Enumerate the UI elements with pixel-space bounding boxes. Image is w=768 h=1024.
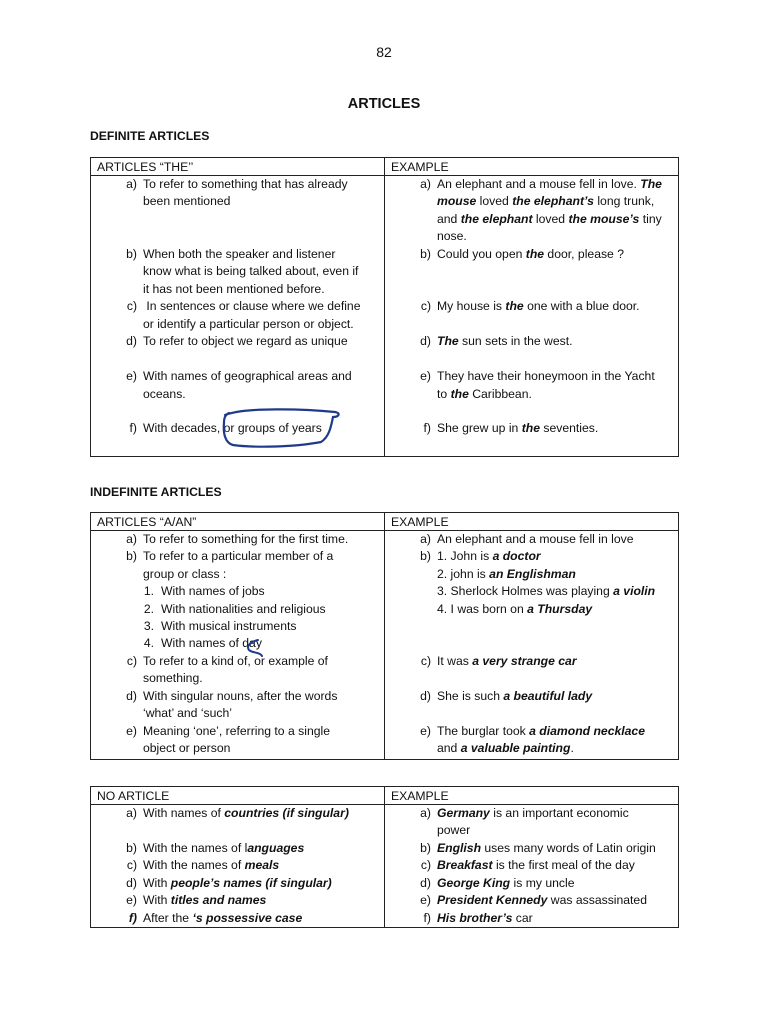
page-number: 82 <box>376 44 392 60</box>
indefinite-rule-d: d) With singular nouns, after the words ‘what’ and ‘such’ <box>91 688 385 723</box>
indefinite-rule-e: e) Meaning ‘one’, referring to a single object or person <box>91 723 385 760</box>
no-article-rule-d: d) With people’s names (if singular) <box>91 875 385 892</box>
no-article-table <box>90 786 679 928</box>
no-article-example-d: d) George King is my uncle <box>385 875 679 892</box>
definite-example-e: e) They have their honeymoon in the Yacht to the Caribbean. <box>385 368 679 420</box>
indefinite-articles-table <box>90 512 679 760</box>
definite-rule-c: c) In sentences or clause where we define or identify a particular person or object. <box>91 298 385 333</box>
indefinite-example-d: d) She is such a beautiful lady <box>385 688 679 723</box>
no-article-rule-c: c) With the names of meals <box>91 857 385 874</box>
indefinite-example-a: a) An elephant and a mouse fell in love <box>385 531 679 549</box>
indefinite-example-e: e) The burglar took a diamond necklace and a valuable painting. <box>385 723 679 760</box>
definite-col1-header: ARTICLES “THE’’ <box>91 158 385 176</box>
no-article-col2-header: EXAMPLE <box>385 787 679 805</box>
list-item: 2. With nationalities and religious <box>143 601 326 616</box>
no-article-col1-header: NO ARTICLE <box>91 787 385 805</box>
indefinite-rule-a: a) To refer to something for the first time. <box>91 531 385 549</box>
definite-example-d: d) The sun sets in the west. <box>385 333 679 368</box>
page-title: ARTICLES <box>347 96 421 112</box>
no-article-example-e: e) President Kennedy was assassinated <box>385 892 679 909</box>
definite-articles-heading: DEFINITE ARTICLES <box>90 129 210 143</box>
no-article-example-c: c) Breakfast is the first meal of the day <box>385 857 679 874</box>
indefinite-col2-header: EXAMPLE <box>385 513 679 531</box>
no-article-example-b: b) English uses many words of Latin origin <box>385 840 679 857</box>
list-item: 1. With names of jobs <box>143 584 265 599</box>
no-article-rule-f: f) After the ‘s possessive case <box>91 910 385 928</box>
indefinite-articles-heading: INDEFINITE ARTICLES <box>90 485 222 499</box>
no-article-rule-b: b) With the names of languages <box>91 840 385 857</box>
indefinite-example-b: b) 1. John is a doctor 2. john is an Englishman 3. Sherlock Holmes was playing a violin 4. I was born on a Thursday <box>385 548 679 652</box>
list-item: 4. With names of day <box>143 636 262 651</box>
definite-rule-f: f) With decades, or groups of years <box>91 420 385 457</box>
definite-rule-b: b) When both the speaker and listener know what is being talked about, even if it has not been mentioned before. <box>91 246 385 298</box>
indefinite-rule-c: c) To refer to a kind of, or example of something. <box>91 653 385 688</box>
no-article-example-a: a) Germany is an important economic power <box>385 805 679 841</box>
indefinite-example-c: c) It was a very strange car <box>385 653 679 688</box>
no-article-rule-e: e) With titles and names <box>91 892 385 909</box>
definite-example-f: f) She grew up in the seventies. <box>385 420 679 457</box>
indefinite-rule-b: b) To refer to a particular member of a group or class : 1. With names of jobs 2. With nationalities and religious 3. With musical instruments 4. With names of day <box>91 548 385 652</box>
definite-example-b: b) Could you open the door, please ? <box>385 246 679 298</box>
definite-rule-a: a) To refer to something that has already been mentioned <box>91 176 385 247</box>
definite-col2-header: EXAMPLE <box>385 158 679 176</box>
indefinite-col1-header: ARTICLES “A/AN” <box>91 513 385 531</box>
list-item: 3. With musical instruments <box>143 619 297 634</box>
no-article-rule-a: a) With names of countries (if singular) <box>91 805 385 841</box>
definite-example-a: a) An elephant and a mouse fell in love. The mouse loved the elephant’s long trunk, and the elephant loved the mouse’s tiny nose. <box>385 176 679 247</box>
definite-rule-e: e) With names of geographical areas and oceans. <box>91 368 385 420</box>
no-article-example-f: f) His brother’s car <box>385 910 679 928</box>
definite-example-c: c) My house is the one with a blue door. <box>385 298 679 333</box>
definite-articles-table <box>90 157 679 457</box>
definite-rule-d: d) To refer to object we regard as unique <box>91 333 385 368</box>
